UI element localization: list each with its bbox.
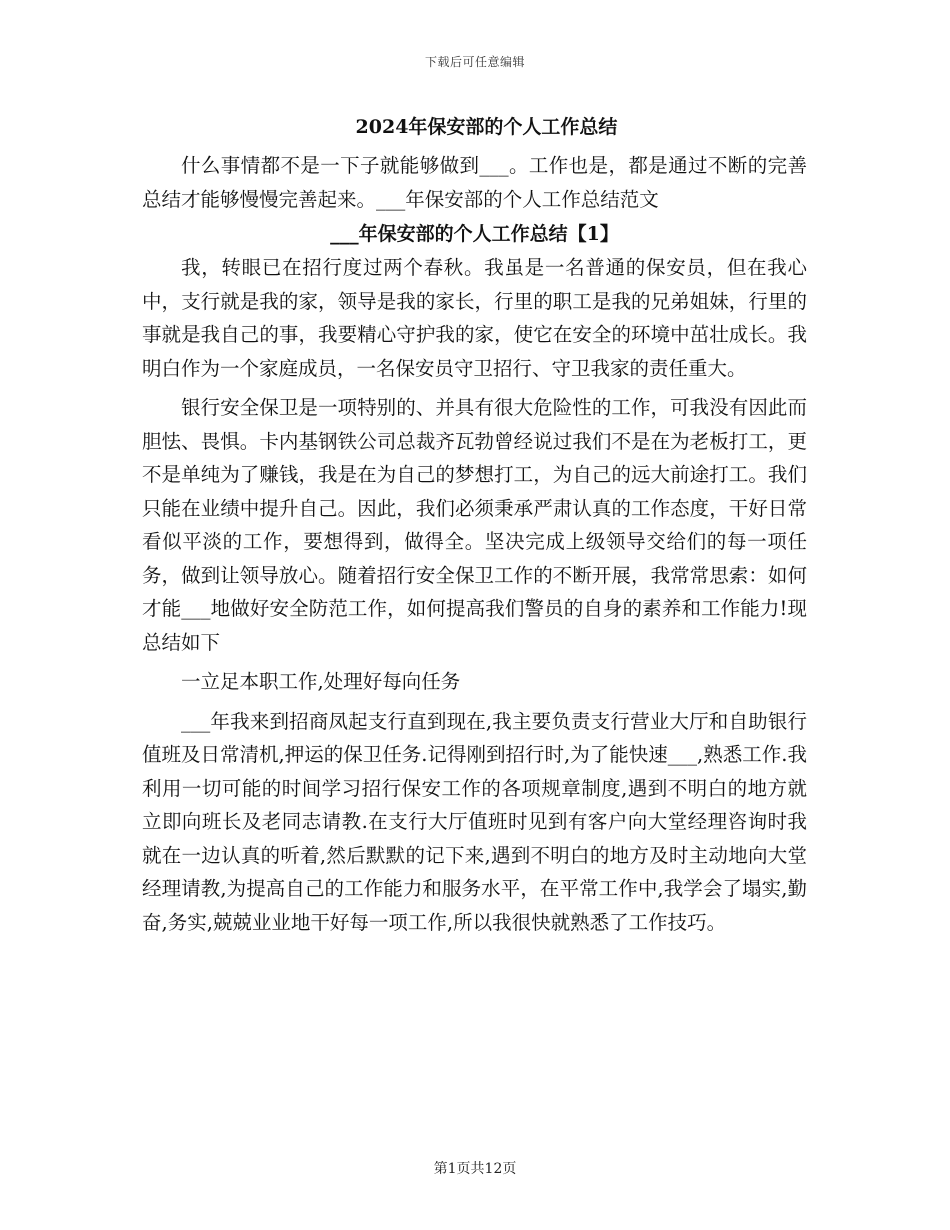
intro-paragraph: 什么事情都不是一下子就能够做到___。工作也是，都是通过不断的完善总结才能够慢慢完善起来。___年保安部的个人工作总结范文	[142, 154, 807, 211]
document-title: 2024年保安部的个人工作总结	[355, 116, 618, 138]
document-body	[142, 113, 807, 939]
paragraph-2: 银行安全保卫是一项特别的、并具有很大危险性的工作，可我没有因此而胆怯、畏惧。卡内基钢铁公司总裁齐瓦勃曾经说过我们不是在为老板打工，更不是单纯为了赚钱，我是在为自己的梦想打工，为自己的远大前途打工。我们只能在业绩中提升自己。因此，我们必须秉承严肃认真的工作态度，干好日常看似平淡的工作，要想得到，做得全。坚决完成上级领导交给们的每一项任务，做到让领导放心。随着招行安全保卫工作的不断开展，我常常思索：如何才能___地做好安全防范工作，如何提高我们警员的自身的素养和工作能力!现总结如下	[142, 396, 807, 654]
page-footer: 第1页共12页	[433, 1161, 517, 1177]
section-heading: ___年保安部的个人工作总结【1】	[330, 223, 619, 245]
paragraph-1: 我，转眼已在招行度过两个春秋。我虽是一名普通的保安员，但在我心中，支行就是我的家，领导是我的家长，行里的职工是我的兄弟姐妹，行里的事就是我自己的事，我要精心守护我的家，使它在安全的环境中茁壮成长。我明白作为一个家庭成员，一名保安员守卫招行、守卫我家的责任重大。	[142, 256, 807, 380]
header-note: 下载后可任意编辑	[424, 55, 525, 69]
subheading-paragraph: 一立足本职工作,处理好每向任务	[181, 670, 461, 693]
paragraph-4: ___年我来到招商凤起支行直到现在,我主要负责支行营业大厅和自助银行值班及日常清机,押运的保卫任务.记得刚到招行时,为了能快速___,熟悉工作.我利用一切可能的时间学习招行保安工作的各项规章制度,遇到不明白的地方就立即向班长及老同志请教.在支行大厅值班时见到有客户向大堂经理咨询时我就在一边认真的听着,然后默默的记下来,遇到不明白的地方及时主动地向大堂经理请教,为提高自己的工作能力和服务水平，在平常工作中,我学会了塌实,勤奋,务实,兢兢业业地干好每一项工作,所以我很快就熟悉了工作技巧。	[142, 709, 807, 934]
